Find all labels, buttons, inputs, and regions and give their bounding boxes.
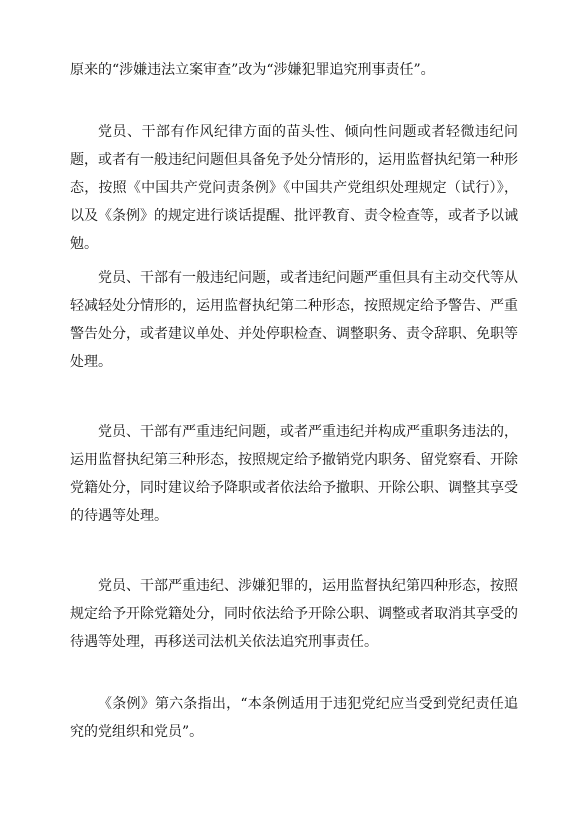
paragraph-first-form: 党员、干部有作风纪律方面的苗头性、倾向性问题或者轻微违纪问题，或者有一般违纪问题但具备免予处分情形的，运用监督执纪第一种形态，按照《中国共产党问责条例》《中国共产党组织处理规定（试行）》，以及《条例》的规定进行谈话提醒、批评教育、责令检查等，或者予以诫勉。 [70, 124, 518, 252]
paragraph-third-form: 党员、干部有严重违纪问题，或者严重违纪并构成严重职务违法的，运用监督执纪第三种形态，按照规定给予撤销党内职务、留党察看、开除党籍处分，同时建议给予降职或者依法给予撤职、开除公职、调整其享受的待遇等处理。 [70, 424, 518, 524]
paragraph-fourth-form: 党员、干部严重违纪、涉嫌犯罪的，运用监督执纪第四种形态，按照规定给予开除党籍处分，同时依法给予开除公职、调整或者取消其享受的待遇等处理，再移送司法机关依法追究刑事责任。 [70, 578, 518, 650]
paragraph-article-six: 《条例》第六条指出，“本条例适用于违犯党纪应当受到党纪责任追究的党组织和党员”。 [70, 696, 518, 740]
paragraph-continuation: 原来的“涉嫌违法立案审查”改为“涉嫌犯罪追究刑事责任”。 [70, 62, 435, 78]
paragraph-second-form: 党员、干部有一般违纪问题，或者违纪问题严重但具有主动交代等从轻减轻处分情形的，运用监督执纪第二种形态，按照规定给予警告、严重警告处分，或者建议单处、并处停职检查、调整职务、责令辞职、免职等处理。 [70, 270, 518, 370]
